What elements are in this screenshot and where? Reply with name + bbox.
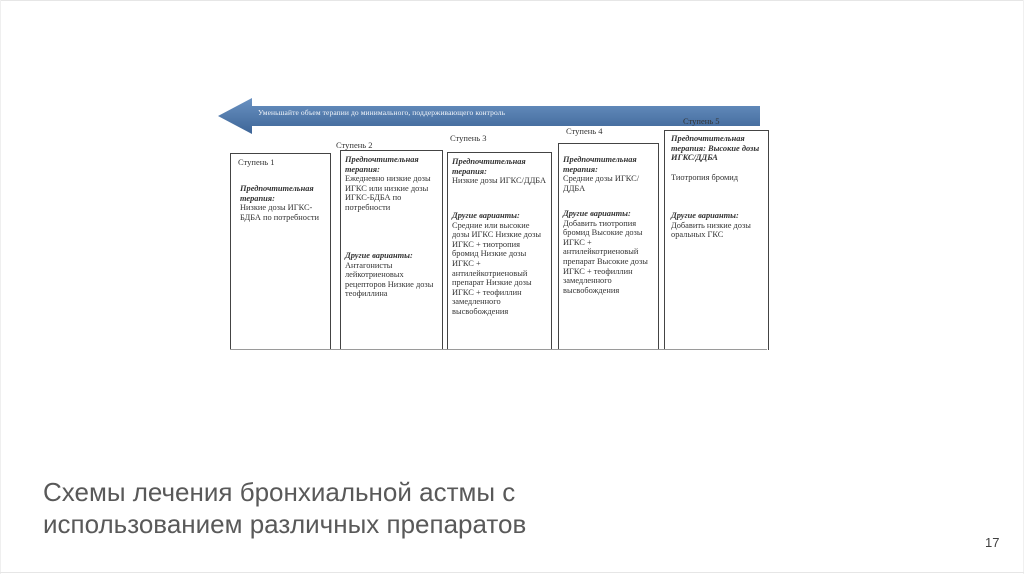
step-2-alt-text: Антагонисты лейкотриеновых рецепторов Низкие дозы теофиллина xyxy=(345,260,434,299)
step-5-alt-text: Добавить низкие дозы оральных ГКС xyxy=(671,220,751,240)
step-2-preferred xyxy=(345,155,439,213)
step-3-preferred-text: Низкие дозы ИГКС/ДДБА xyxy=(452,176,547,186)
step-4-alternatives xyxy=(563,209,655,295)
slide-border-left xyxy=(0,0,1,574)
step-2-alternatives xyxy=(345,251,437,299)
step-5-preferred-header: Предпочтительная терапия: Высокие дозы ИГКС/ДДБА xyxy=(671,134,760,163)
slide-title-line-1: Схемы лечения бронхиальной астмы с xyxy=(43,477,516,507)
step-1-preferred-text: Низкие дозы ИГКС-БДБА по потребности xyxy=(240,203,320,222)
slide-title xyxy=(43,476,526,540)
step-4-preferred-text: Средние дозы ИГКС/ДДБА xyxy=(563,174,640,193)
step-4-preferred-header: Предпочтительная терапия: xyxy=(563,155,637,174)
step-4-alt-header: Другие варианты: xyxy=(563,209,631,218)
slide-title-line-2: использованием различных препаратов xyxy=(43,509,527,539)
step-3-label: Ступень 3 xyxy=(450,133,487,143)
step-5-preferred xyxy=(671,134,763,182)
step-2-label: Ступень 2 xyxy=(336,140,373,150)
step-1-preferred-header: Предпочтительная терапия: xyxy=(240,184,314,203)
step-2-alt-header: Другие варианты: xyxy=(345,251,413,260)
step-5-label: Ступень 5 xyxy=(683,116,720,126)
step-4-label: Ступень 4 xyxy=(566,126,603,136)
step-4-preferred xyxy=(563,155,655,193)
step-1-preferred xyxy=(240,184,328,222)
step-3-preferred xyxy=(452,157,548,186)
slide-border-bottom xyxy=(0,572,1024,573)
step-2-preferred-header: Предпочтительная терапия: xyxy=(345,155,419,174)
step-3-alternatives xyxy=(452,211,546,317)
step-3-alt-text: Средние или высокие дозы ИГКС Низкие дозы ИГКС + тиотропия бромид Низкие дозы ИГКС + антилейкотриеновый препарат Низкие дозы ИГКС + теофиллин замедленного высвобождения xyxy=(452,220,542,316)
arrow-label: Уменьшайте объем терапии до минимального, поддерживающего контроль xyxy=(258,108,506,117)
step-5-preferred-text: Тиотропия бромид xyxy=(671,172,739,182)
step-1-column xyxy=(230,153,331,350)
step-3-preferred-header: Предпочтительная терапия: xyxy=(452,157,526,176)
page-number: 17 xyxy=(985,535,1000,550)
step-4-alt-text: Добавить тиотропия бромид Высокие дозы ИГКС + антилейкотриеновый препарат Высокие дозы ИГКС + теофиллин замедленного высвобождения xyxy=(563,218,648,295)
slide-border-top xyxy=(0,0,1024,1)
diagram-bottom-line xyxy=(230,349,767,350)
step-3-alt-header: Другие варианты: xyxy=(452,211,520,220)
step-2-preferred-text: Ежедневно низкие дозы ИГКС или низкие дозы ИГКС-БДБА по потребности xyxy=(345,174,431,212)
step-5-alt-header: Другие варианты: xyxy=(671,211,739,220)
step-5-alternatives xyxy=(671,211,763,240)
step-1-label: Ступень 1 xyxy=(238,157,275,167)
